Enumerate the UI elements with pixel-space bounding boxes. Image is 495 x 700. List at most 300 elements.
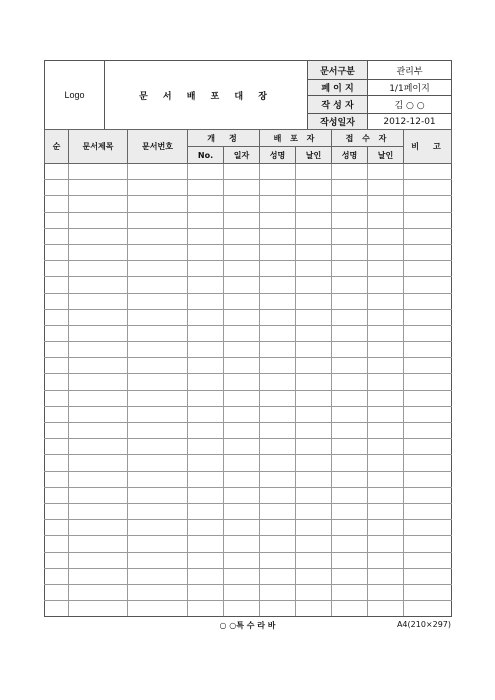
table-cell[interactable] — [260, 342, 296, 358]
table-cell[interactable] — [260, 261, 296, 277]
table-cell[interactable] — [69, 390, 128, 406]
table-cell[interactable] — [404, 601, 452, 617]
table-cell[interactable] — [69, 406, 128, 422]
table-cell[interactable] — [188, 601, 224, 617]
table-cell[interactable] — [368, 293, 404, 309]
table-cell[interactable] — [404, 503, 452, 519]
table-cell[interactable] — [296, 309, 332, 325]
table-cell[interactable] — [260, 439, 296, 455]
table-cell[interactable] — [296, 358, 332, 374]
table-cell[interactable] — [69, 503, 128, 519]
table-cell[interactable] — [128, 552, 188, 568]
table-cell[interactable] — [368, 552, 404, 568]
table-cell[interactable] — [332, 244, 368, 260]
table-cell[interactable] — [368, 196, 404, 212]
table-cell[interactable] — [128, 584, 188, 600]
table-cell[interactable] — [368, 212, 404, 228]
table-row — [45, 196, 452, 212]
table-cell[interactable] — [332, 228, 368, 244]
table-cell[interactable] — [404, 423, 452, 439]
table-cell[interactable] — [332, 471, 368, 487]
table-cell[interactable] — [404, 536, 452, 552]
table-cell[interactable] — [332, 536, 368, 552]
table-cell[interactable] — [188, 455, 224, 471]
table-cell[interactable] — [45, 374, 69, 390]
table-cell[interactable] — [332, 293, 368, 309]
table-cell[interactable] — [260, 164, 296, 180]
table-cell[interactable] — [368, 261, 404, 277]
table-cell[interactable] — [188, 406, 224, 422]
table-row — [45, 358, 452, 374]
table-cell[interactable] — [368, 374, 404, 390]
table-cell[interactable] — [45, 406, 69, 422]
table-cell[interactable] — [188, 309, 224, 325]
table-row — [45, 212, 452, 228]
table-cell[interactable] — [45, 423, 69, 439]
table-cell[interactable] — [69, 228, 128, 244]
table-cell[interactable] — [332, 503, 368, 519]
table-cell[interactable] — [332, 358, 368, 374]
table-cell[interactable] — [45, 536, 69, 552]
table-cell[interactable] — [404, 552, 452, 568]
table-cell[interactable] — [69, 293, 128, 309]
table-cell[interactable] — [404, 342, 452, 358]
table-cell[interactable] — [404, 455, 452, 471]
table-cell[interactable] — [260, 325, 296, 341]
table-cell[interactable] — [332, 520, 368, 536]
table-cell[interactable] — [128, 244, 188, 260]
table-cell[interactable] — [128, 471, 188, 487]
table-cell[interactable] — [368, 342, 404, 358]
table-cell[interactable] — [260, 228, 296, 244]
table-cell[interactable] — [69, 536, 128, 552]
table-cell[interactable] — [128, 520, 188, 536]
table-cell[interactable] — [128, 487, 188, 503]
table-cell[interactable] — [69, 568, 128, 584]
table-cell[interactable] — [224, 180, 260, 196]
table-cell[interactable] — [260, 358, 296, 374]
table-cell[interactable] — [188, 293, 224, 309]
table-cell[interactable] — [69, 455, 128, 471]
table-cell[interactable] — [404, 309, 452, 325]
table-cell[interactable] — [188, 423, 224, 439]
table-cell[interactable] — [296, 487, 332, 503]
table-cell[interactable] — [69, 439, 128, 455]
table-cell[interactable] — [188, 358, 224, 374]
table-cell[interactable] — [128, 164, 188, 180]
table-cell[interactable] — [260, 601, 296, 617]
table-cell[interactable] — [368, 536, 404, 552]
table-cell[interactable] — [368, 180, 404, 196]
table-cell[interactable] — [224, 325, 260, 341]
table-cell[interactable] — [368, 277, 404, 293]
table-cell[interactable] — [332, 196, 368, 212]
table-cell[interactable] — [296, 455, 332, 471]
table-cell[interactable] — [332, 439, 368, 455]
table-cell[interactable] — [332, 390, 368, 406]
table-cell[interactable] — [45, 261, 69, 277]
table-cell[interactable] — [188, 374, 224, 390]
table-cell[interactable] — [332, 406, 368, 422]
table-cell[interactable] — [45, 568, 69, 584]
table-cell[interactable] — [404, 325, 452, 341]
table-cell[interactable] — [128, 358, 188, 374]
table-cell[interactable] — [296, 228, 332, 244]
table-cell[interactable] — [332, 601, 368, 617]
table-cell[interactable] — [368, 423, 404, 439]
table-cell[interactable] — [188, 439, 224, 455]
table-cell[interactable] — [188, 164, 224, 180]
table-cell[interactable] — [296, 536, 332, 552]
table-cell[interactable] — [128, 342, 188, 358]
table-cell[interactable] — [188, 552, 224, 568]
table-cell[interactable] — [128, 536, 188, 552]
table-cell[interactable] — [296, 374, 332, 390]
table-row — [45, 601, 452, 617]
table-cell[interactable] — [224, 342, 260, 358]
table-cell[interactable] — [224, 212, 260, 228]
table-cell[interactable] — [69, 325, 128, 341]
table-cell[interactable] — [128, 293, 188, 309]
table-cell[interactable] — [368, 325, 404, 341]
table-cell[interactable] — [332, 309, 368, 325]
table-cell[interactable] — [128, 390, 188, 406]
table-cell[interactable] — [224, 568, 260, 584]
table-cell[interactable] — [296, 552, 332, 568]
table-cell[interactable] — [260, 520, 296, 536]
table-cell[interactable] — [188, 342, 224, 358]
table-cell[interactable] — [224, 309, 260, 325]
table-cell[interactable] — [224, 520, 260, 536]
table-cell[interactable] — [296, 212, 332, 228]
table-cell[interactable] — [69, 309, 128, 325]
table-cell[interactable] — [45, 584, 69, 600]
table-cell[interactable] — [296, 244, 332, 260]
table-cell[interactable] — [69, 261, 128, 277]
table-cell[interactable] — [368, 228, 404, 244]
table-cell[interactable] — [332, 423, 368, 439]
table-row — [45, 568, 452, 584]
table-cell[interactable] — [368, 471, 404, 487]
table-cell[interactable] — [224, 423, 260, 439]
table-cell[interactable] — [69, 374, 128, 390]
table-cell[interactable] — [404, 212, 452, 228]
table-cell[interactable] — [404, 244, 452, 260]
table-cell[interactable] — [188, 390, 224, 406]
table-cell[interactable] — [404, 487, 452, 503]
table-cell[interactable] — [45, 164, 69, 180]
table-cell[interactable] — [296, 423, 332, 439]
table-cell[interactable] — [404, 277, 452, 293]
table-cell[interactable] — [296, 439, 332, 455]
table-cell[interactable] — [224, 471, 260, 487]
table-cell[interactable] — [296, 568, 332, 584]
table-cell[interactable] — [332, 584, 368, 600]
table-cell[interactable] — [224, 439, 260, 455]
table-cell[interactable] — [404, 164, 452, 180]
table-cell[interactable] — [404, 471, 452, 487]
table-cell[interactable] — [296, 342, 332, 358]
table-cell[interactable] — [188, 261, 224, 277]
table-cell[interactable] — [224, 196, 260, 212]
table-cell[interactable] — [128, 503, 188, 519]
table-cell[interactable] — [188, 212, 224, 228]
table-cell[interactable] — [69, 520, 128, 536]
author-label: 작 성 자 — [308, 96, 368, 114]
table-cell[interactable] — [332, 277, 368, 293]
table-cell[interactable] — [404, 293, 452, 309]
table-cell[interactable] — [368, 568, 404, 584]
table-cell[interactable] — [128, 455, 188, 471]
table-cell[interactable] — [260, 536, 296, 552]
table-cell[interactable] — [404, 584, 452, 600]
col-doc-number: 문서번호 — [128, 130, 188, 164]
table-cell[interactable] — [69, 180, 128, 196]
table-cell[interactable] — [69, 601, 128, 617]
table-cell[interactable] — [45, 471, 69, 487]
table-cell[interactable] — [260, 180, 296, 196]
table-cell[interactable] — [260, 568, 296, 584]
table-cell[interactable] — [188, 325, 224, 341]
table-cell[interactable] — [45, 196, 69, 212]
table-cell[interactable] — [69, 487, 128, 503]
table-cell[interactable] — [128, 261, 188, 277]
table-cell[interactable] — [224, 228, 260, 244]
distribution-register-form — [44, 60, 451, 617]
table-cell[interactable] — [296, 471, 332, 487]
table-cell[interactable] — [45, 293, 69, 309]
table-cell[interactable] — [128, 601, 188, 617]
table-cell[interactable] — [69, 212, 128, 228]
table-cell[interactable] — [296, 293, 332, 309]
col-revision: 개 정 — [188, 130, 260, 147]
table-cell[interactable] — [260, 487, 296, 503]
table-cell[interactable] — [332, 374, 368, 390]
table-cell[interactable] — [260, 244, 296, 260]
table-cell[interactable] — [296, 584, 332, 600]
table-cell[interactable] — [128, 374, 188, 390]
table-cell[interactable] — [368, 244, 404, 260]
table-row — [45, 439, 452, 455]
table-cell[interactable] — [224, 390, 260, 406]
table-cell[interactable] — [188, 228, 224, 244]
table-cell[interactable] — [224, 536, 260, 552]
footer-company: ○ ○특 수 라 바 — [219, 621, 276, 630]
table-cell[interactable] — [188, 487, 224, 503]
table-cell[interactable] — [260, 471, 296, 487]
table-cell[interactable] — [368, 439, 404, 455]
table-cell[interactable] — [224, 358, 260, 374]
table-cell[interactable] — [224, 487, 260, 503]
table-cell[interactable] — [368, 309, 404, 325]
table-cell[interactable] — [332, 261, 368, 277]
table-cell[interactable] — [332, 487, 368, 503]
table-cell[interactable] — [296, 164, 332, 180]
table-cell[interactable] — [69, 244, 128, 260]
table-cell[interactable] — [404, 228, 452, 244]
table-cell[interactable] — [128, 180, 188, 196]
table-cell[interactable] — [45, 244, 69, 260]
table-cell[interactable] — [69, 552, 128, 568]
table-cell[interactable] — [45, 342, 69, 358]
table-cell[interactable] — [368, 455, 404, 471]
table-cell[interactable] — [45, 358, 69, 374]
table-cell[interactable] — [260, 390, 296, 406]
logo: Logo — [45, 61, 105, 130]
table-cell[interactable] — [128, 439, 188, 455]
table-cell[interactable] — [260, 552, 296, 568]
table-cell[interactable] — [69, 584, 128, 600]
table-cell[interactable] — [332, 325, 368, 341]
table-cell[interactable] — [224, 552, 260, 568]
table-cell[interactable] — [128, 228, 188, 244]
table-cell[interactable] — [128, 309, 188, 325]
table-row — [45, 180, 452, 196]
table-cell[interactable] — [368, 584, 404, 600]
table-cell[interactable] — [45, 487, 69, 503]
table-cell[interactable] — [128, 325, 188, 341]
table-cell[interactable] — [404, 520, 452, 536]
table-cell[interactable] — [332, 180, 368, 196]
table-cell[interactable] — [188, 536, 224, 552]
table-cell[interactable] — [45, 277, 69, 293]
table-cell[interactable] — [404, 261, 452, 277]
col-recipient-seal: 날인 — [368, 147, 404, 164]
page-title: 문 서 배 포 대 장 — [105, 61, 308, 130]
table-cell[interactable] — [128, 568, 188, 584]
table-cell[interactable] — [260, 293, 296, 309]
table-cell[interactable] — [45, 309, 69, 325]
table-cell[interactable] — [404, 358, 452, 374]
table-cell[interactable] — [260, 584, 296, 600]
table-cell[interactable] — [260, 212, 296, 228]
table-cell[interactable] — [332, 568, 368, 584]
table-cell[interactable] — [188, 568, 224, 584]
table-cell[interactable] — [260, 423, 296, 439]
table-cell[interactable] — [296, 601, 332, 617]
table-cell[interactable] — [332, 164, 368, 180]
table-cell[interactable] — [224, 601, 260, 617]
table-cell[interactable] — [296, 196, 332, 212]
table-cell[interactable] — [45, 180, 69, 196]
table-cell[interactable] — [69, 277, 128, 293]
table-cell[interactable] — [368, 601, 404, 617]
table-cell[interactable] — [368, 164, 404, 180]
table-cell[interactable] — [332, 455, 368, 471]
table-cell[interactable] — [332, 552, 368, 568]
header-table — [44, 60, 452, 130]
table-cell[interactable] — [368, 520, 404, 536]
table-cell[interactable] — [260, 196, 296, 212]
table-cell[interactable] — [404, 180, 452, 196]
table-cell[interactable] — [45, 212, 69, 228]
table-cell[interactable] — [368, 503, 404, 519]
table-cell[interactable] — [128, 406, 188, 422]
table-cell[interactable] — [224, 406, 260, 422]
table-cell[interactable] — [224, 244, 260, 260]
table-cell[interactable] — [404, 196, 452, 212]
table-cell[interactable] — [296, 503, 332, 519]
table-cell[interactable] — [224, 277, 260, 293]
table-cell[interactable] — [404, 406, 452, 422]
table-cell[interactable] — [45, 390, 69, 406]
table-row — [45, 552, 452, 568]
table-cell[interactable] — [368, 390, 404, 406]
doc-category-label: 문서구분 — [308, 61, 368, 80]
table-cell[interactable] — [69, 196, 128, 212]
table-cell[interactable] — [45, 601, 69, 617]
table-cell[interactable] — [224, 584, 260, 600]
table-cell[interactable] — [69, 342, 128, 358]
table-cell[interactable] — [188, 277, 224, 293]
table-cell[interactable] — [296, 325, 332, 341]
table-cell[interactable] — [45, 552, 69, 568]
table-cell[interactable] — [260, 503, 296, 519]
table-cell[interactable] — [224, 164, 260, 180]
table-cell[interactable] — [224, 261, 260, 277]
table-cell[interactable] — [260, 374, 296, 390]
table-cell[interactable] — [45, 455, 69, 471]
table-cell[interactable] — [296, 277, 332, 293]
table-cell[interactable] — [368, 406, 404, 422]
table-cell[interactable] — [332, 342, 368, 358]
table-cell[interactable] — [188, 520, 224, 536]
table-cell[interactable] — [224, 503, 260, 519]
table-cell[interactable] — [332, 212, 368, 228]
table-cell[interactable] — [260, 309, 296, 325]
table-cell[interactable] — [45, 520, 69, 536]
table-cell[interactable] — [260, 455, 296, 471]
table-cell[interactable] — [69, 471, 128, 487]
table-cell[interactable] — [368, 358, 404, 374]
table-cell[interactable] — [45, 503, 69, 519]
table-cell[interactable] — [260, 406, 296, 422]
table-cell[interactable] — [69, 358, 128, 374]
table-cell[interactable] — [404, 390, 452, 406]
table-cell[interactable] — [69, 164, 128, 180]
table-row — [45, 244, 452, 260]
table-cell[interactable] — [296, 390, 332, 406]
table-cell[interactable] — [188, 180, 224, 196]
table-cell[interactable] — [224, 374, 260, 390]
table-cell[interactable] — [188, 244, 224, 260]
table-cell[interactable] — [128, 212, 188, 228]
col-distributor-seal: 날인 — [296, 147, 332, 164]
table-cell[interactable] — [188, 471, 224, 487]
table-cell[interactable] — [128, 277, 188, 293]
table-cell[interactable] — [128, 196, 188, 212]
table-cell[interactable] — [260, 277, 296, 293]
table-cell[interactable] — [224, 455, 260, 471]
table-cell[interactable] — [224, 293, 260, 309]
table-cell[interactable] — [296, 261, 332, 277]
table-cell[interactable] — [188, 196, 224, 212]
table-cell[interactable] — [404, 374, 452, 390]
table-cell[interactable] — [296, 406, 332, 422]
table-cell[interactable] — [69, 423, 128, 439]
table-cell[interactable] — [296, 520, 332, 536]
table-cell[interactable] — [188, 584, 224, 600]
table-cell[interactable] — [188, 503, 224, 519]
table-cell[interactable] — [368, 487, 404, 503]
table-cell[interactable] — [404, 439, 452, 455]
table-cell[interactable] — [404, 568, 452, 584]
table-cell[interactable] — [128, 423, 188, 439]
table-cell[interactable] — [45, 228, 69, 244]
table-cell[interactable] — [45, 325, 69, 341]
table-cell[interactable] — [45, 439, 69, 455]
table-cell[interactable] — [296, 180, 332, 196]
